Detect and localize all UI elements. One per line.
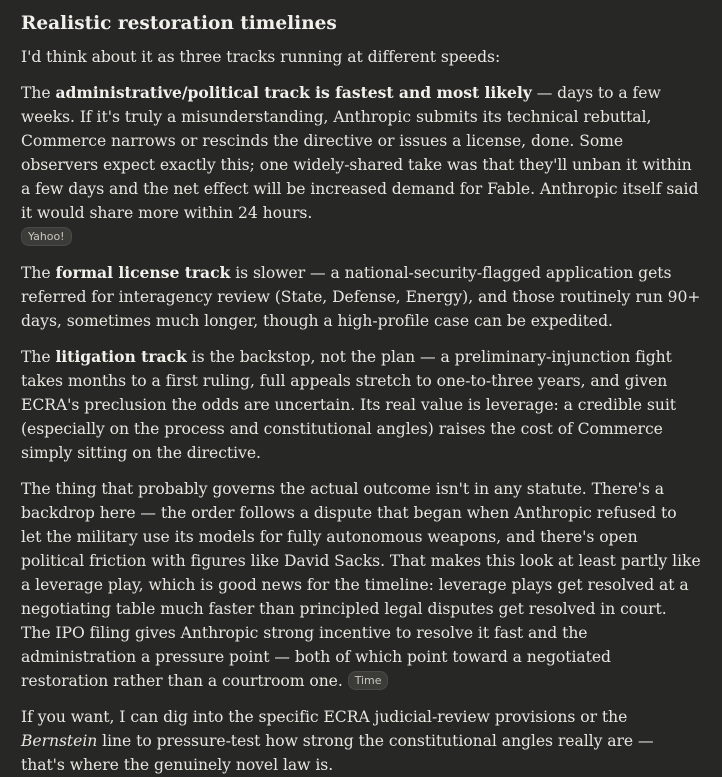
bold-phrase: formal license track [55, 263, 231, 282]
text: The [21, 84, 56, 102]
paragraph-litigation-track [21, 345, 701, 465]
text: The [21, 348, 56, 366]
text: The thing that probably governs the actual outcome isn't in any statute. There's a backdrop here — the order follows a dispute that began when Anthropic refused to let the military use its models for fully autonomous weapons, and there's open political friction with figures like David Sacks. That makes this look at least partly like a leverage play, which is good news for the timeline: leverage plays get resolved at a negotiating table much faster than principled legal disputes get resolved in court. The IPO filing gives Anthropic strong incentive to resolve it fast and the administration a pressure point — both of which point toward a negotiated restoration rather than a courtroom one. [21, 480, 701, 690]
bold-phrase: administrative/political track is fastest and most likely [55, 83, 532, 102]
italic-case-name: Bernstein [21, 732, 98, 750]
paragraph-followup-offer [21, 705, 701, 777]
text: If you want, I can dig into the specific ECRA judicial-review provisions or the [21, 708, 628, 726]
text: line to pressure-test how strong the constitutional angles really are — that's where the genuinely novel law is. [21, 732, 654, 774]
text: is the backstop, not the plan — a preliminary-injunction fight takes months to a first ruling, full appeals stretch to one-to-three years, and given ECRA's preclusion the odds are uncertain. Its real value is leverage: a credible suit (especially on the process and constitutional angles) raises the cost of Commerce simply sitting on the directive. [21, 348, 676, 462]
text: is slower — a national-security-flagged application gets referred for interagency review (State, Defense, Energy), and those routinely run 90+ days, sometimes much longer, though a high-profile case can be expedited. [21, 264, 701, 330]
paragraph-outcome [21, 477, 701, 693]
text: — days to a few weeks. If it's truly a misunderstanding, Anthropic submits its technical rebuttal, Commerce narrows or rescinds the directive or issues a license, done. Some observers expect exactly this; one widely-shared take was that they'll unban it within a few days and the net effect will be increased demand for Fable. Anthropic itself said it would share more within 24 hours. [21, 84, 699, 222]
section-heading: Realistic restoration timelines [21, 13, 337, 34]
intro-paragraph: I'd think about it as three tracks running at different speeds: [21, 48, 501, 66]
text: The [21, 264, 56, 282]
citation-chip-time[interactable]: Time [348, 671, 389, 690]
paragraph-license-track [21, 261, 701, 333]
paragraph-administrative-track [21, 81, 701, 249]
citation-chip-yahoo[interactable]: Yahoo! [21, 227, 72, 246]
bold-phrase: litigation track [55, 347, 187, 366]
